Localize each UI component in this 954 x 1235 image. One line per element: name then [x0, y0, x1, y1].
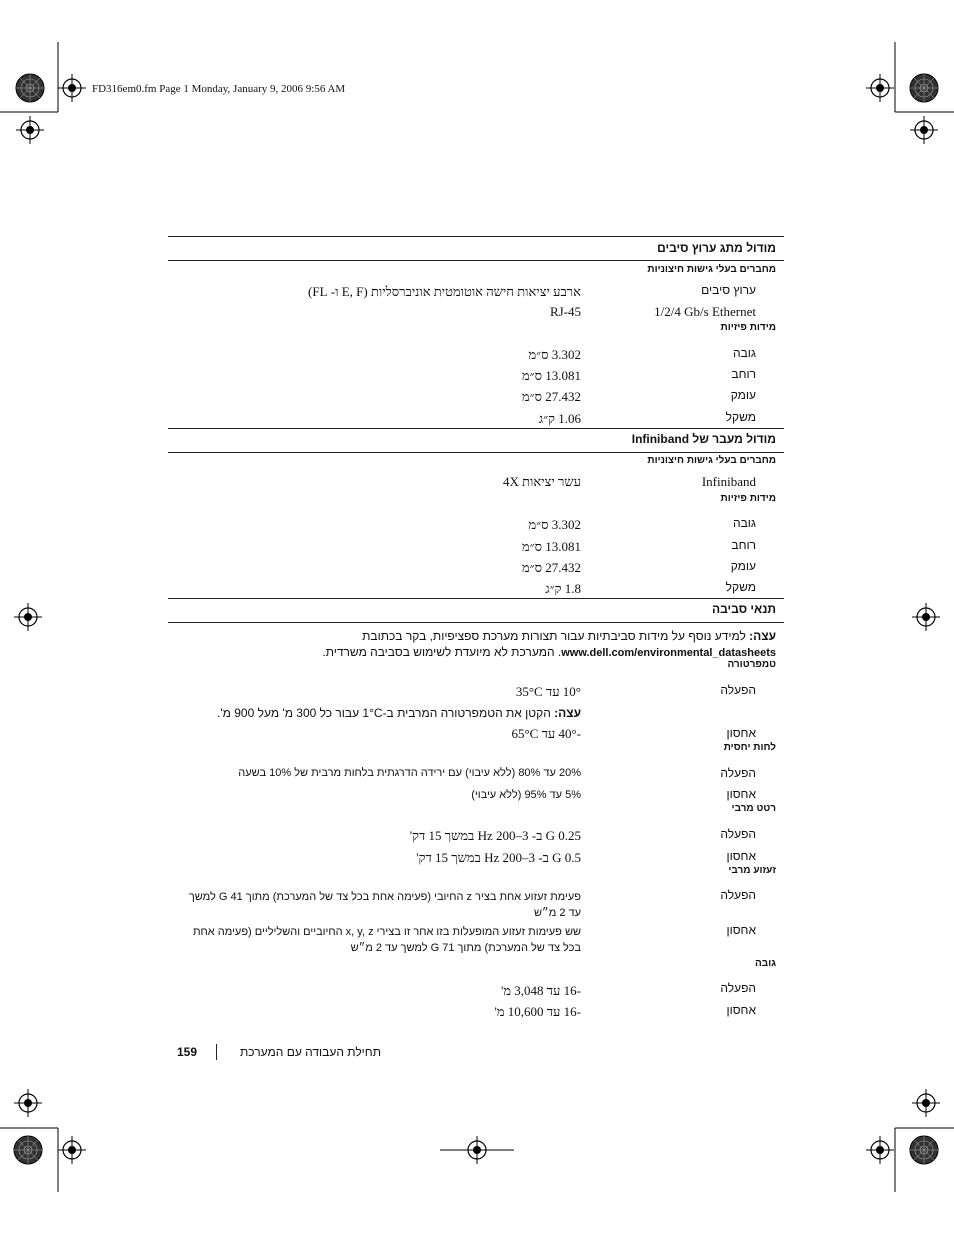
divider — [168, 622, 784, 623]
row-label: רוחב — [731, 367, 756, 381]
environment-note — [276, 626, 776, 663]
note-text: למידע נוסף על מידות סביבתיות עבור תצורות מערכת ספציפיות, בקר בכתובת — [362, 629, 746, 643]
row-value: -16 עד 10,600 מ' — [494, 1004, 581, 1019]
row-label: הפעלה — [720, 827, 756, 841]
connectors-heading: מחברים בעלי גישות חיצוניות — [647, 455, 776, 466]
row-value: 1.8 ק״ג — [545, 581, 581, 596]
row-label: Infiniband — [701, 474, 756, 489]
row-value: 10° עד 35°C — [515, 684, 581, 699]
page-number: 159 — [177, 1045, 198, 1059]
row-value: RJ-45 — [549, 304, 581, 319]
vibration-heading: רטט מרבי — [731, 803, 776, 814]
row-value: 27.432 ס״מ — [521, 560, 581, 575]
connectors-heading: מחברים בעלי גישות חיצוניות — [647, 264, 776, 275]
shock-heading: זעזוע מרבי — [728, 865, 776, 876]
row-value: 27.432 ס״מ — [521, 389, 581, 404]
row-value: 5% עד 95% (ללא עיבוי) — [471, 789, 581, 801]
section-title-infiniband: מודול מעבר של Infiniband — [631, 432, 776, 446]
row-label: משקל — [725, 580, 756, 594]
altitude-heading: גובה — [755, 958, 776, 969]
row-value: 0.5 G ב- 3–200 Hz במשך 15 דק' — [416, 850, 581, 865]
print-header: FD316em0.fm Page 1 Monday, January 9, 2006 9:56 AM — [92, 83, 346, 95]
footer-separator — [216, 1044, 217, 1060]
row-label: הפעלה — [720, 981, 756, 995]
divider — [168, 236, 784, 237]
row-value: -40° עד 65°C — [511, 726, 581, 741]
tip-label: עצה: — [554, 706, 581, 720]
humidity-heading: לחות יחסית — [723, 742, 776, 753]
row-label: אחסון — [726, 923, 756, 937]
row-label: אחסון — [726, 787, 756, 801]
section-title-fiber: מודול מתג ערוץ סיבים — [657, 241, 776, 255]
row-label: עומק — [730, 559, 756, 573]
divider — [168, 260, 784, 261]
row-label: הפעלה — [720, 766, 756, 780]
row-value: ארבע יציאות חישה אוטומטית אוניברסליות (E, F ו- FL) — [308, 284, 581, 299]
footer-title: תחילת העבודה עם המערכת — [240, 1045, 381, 1059]
divider — [168, 452, 784, 453]
row-value: עשר יציאות 4X — [502, 474, 581, 489]
physical-heading: מידות פיזיות — [720, 493, 776, 504]
note-url: www.dell.com/environmental_datasheets — [561, 647, 776, 659]
row-label: 1/2/4 Gb/s Ethernet — [654, 304, 756, 319]
tip-text: הקטן את הטמפרטורה המרבית ב-1°C עבור כל 300 מ' מעל 900 מ'. — [217, 706, 551, 720]
row-label: הפעלה — [720, 683, 756, 697]
row-value: 3.302 ס״מ — [528, 517, 581, 532]
row-value: -16 עד 3,048 מ' — [500, 983, 581, 998]
temperature-tip — [217, 706, 581, 720]
row-label: עומק — [730, 388, 756, 402]
note-tail: . המערכת לא מיועדת לשימוש בסביבה משרדית. — [322, 645, 562, 659]
row-label: רוחב — [731, 538, 756, 552]
physical-heading: מידות פיזיות — [720, 322, 776, 333]
row-value: 3.302 ס״מ — [528, 347, 581, 362]
divider — [168, 428, 784, 429]
divider — [168, 598, 784, 599]
row-value: 13.081 ס״מ — [521, 368, 581, 383]
note-label: עצה: — [749, 629, 776, 643]
row-value: 20% עד 80% (ללא עיבוי) עם ירידה הדרגתית בלחות מרבית של 10% בשעה — [238, 767, 581, 779]
row-value: 13.081 ס״מ — [521, 539, 581, 554]
row-value: שש פעימות זעזוע המופעלות בזו אחר זו בצירי x, y, z החיוביים והשליליים (פעימה אחת בכל צד של המערכת) מתוך 71 G למשך עד 2 מ״ש — [192, 926, 581, 954]
row-label: הפעלה — [720, 888, 756, 902]
row-label: גובה — [733, 516, 756, 530]
row-label: אחסון — [726, 1003, 756, 1017]
section-title-environment: תנאי סביבה — [711, 602, 776, 616]
row-value: 1.06 ק״ג — [538, 411, 581, 426]
row-value: פעימת זעזוע אחת בציר z החיובי (פעימה אחת בכל צד של המערכת) מתוך 41 G למשך עד 2 מ״ש — [188, 891, 581, 919]
row-value: 0.25 G ב- 3–200 Hz במשך 15 דק' — [409, 828, 581, 843]
row-label: אחסון — [726, 849, 756, 863]
temperature-heading: טמפרטורה — [727, 659, 776, 670]
row-label: אחסון — [726, 726, 756, 740]
row-label: משקל — [725, 410, 756, 424]
row-label: גובה — [733, 346, 756, 360]
row-label: ערוץ סיבים — [701, 283, 756, 297]
